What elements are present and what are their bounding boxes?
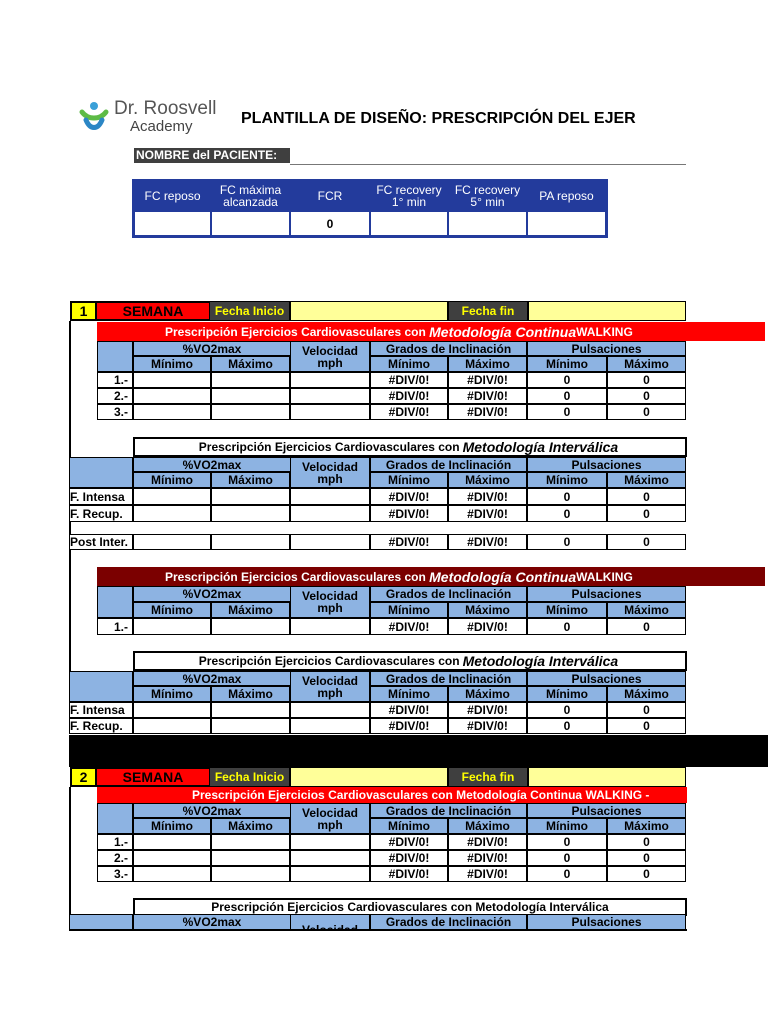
row-label: 1.- xyxy=(97,372,133,388)
pulsaciones-max-header: Máximo xyxy=(607,686,686,702)
vo2-min-input[interactable] xyxy=(133,618,211,635)
week-1-intervalica-banner xyxy=(133,437,687,457)
vo2-min-input[interactable] xyxy=(133,702,211,718)
vo2-min-input[interactable] xyxy=(133,834,211,850)
grados-max-value: #DIV/0! xyxy=(448,834,527,850)
vo2-min-header: Mínimo xyxy=(133,602,211,618)
logo xyxy=(78,98,228,138)
grados-max-header: Máximo xyxy=(448,818,527,834)
vo2-max-header: Máximo xyxy=(211,686,290,702)
pulsaciones-min-value: 0 xyxy=(527,866,607,882)
velocidad-label: Velocidad xyxy=(301,673,359,688)
row-label-header xyxy=(69,671,133,702)
grados-min-value: #DIV/0! xyxy=(370,866,448,882)
grados-header: Grados de Inclinación xyxy=(370,671,527,686)
velocidad-input[interactable] xyxy=(290,488,370,505)
vo2-max-input[interactable] xyxy=(211,534,290,550)
week-2-fecha-inicio-field[interactable] xyxy=(290,767,448,787)
pulsaciones-max-value: 0 xyxy=(607,718,686,734)
row-label: 1.- xyxy=(97,834,133,850)
grados-min-value: #DIV/0! xyxy=(370,534,448,550)
summary-pa-reposo[interactable] xyxy=(527,211,606,236)
grados-min-value: #DIV/0! xyxy=(370,372,448,388)
row-label: F. Recup. xyxy=(69,505,133,522)
vo2-header: %VO2max xyxy=(133,457,291,472)
summary-header-0: FC reposo xyxy=(134,181,211,211)
week-1-fecha-fin-field[interactable] xyxy=(528,301,686,321)
summary-fc-max[interactable] xyxy=(211,211,290,236)
pulsaciones-min-value: 0 xyxy=(527,618,607,635)
velocidad-input[interactable] xyxy=(290,505,370,522)
row-label-header xyxy=(97,586,133,618)
grados-max-value: #DIV/0! xyxy=(448,505,527,522)
grados-header: Grados de Inclinación xyxy=(370,341,527,356)
row-label: 2.- xyxy=(97,388,133,404)
table-bottom-border xyxy=(69,929,687,931)
velocidad-input[interactable] xyxy=(290,618,370,635)
pulsaciones-max-header: Máximo xyxy=(607,818,686,834)
grados-header: Grados de Inclinación xyxy=(370,803,527,818)
vo2-header: %VO2max xyxy=(133,586,291,602)
week-2-intervalica-banner: Prescripción Ejercicios Cardiovasculares con Metodología Interválica xyxy=(133,898,687,916)
page-bottom-blank xyxy=(60,931,768,1024)
grados-min-value: #DIV/0! xyxy=(370,850,448,866)
row-label: 2.- xyxy=(97,850,133,866)
pulsaciones-min-value: 0 xyxy=(527,372,607,388)
grados-max-value: #DIV/0! xyxy=(448,534,527,550)
week-2-fecha-inicio-label: Fecha Inicio xyxy=(209,767,290,787)
banner-prefix: Prescripción Ejercicios Cardiovasculares con xyxy=(198,440,460,454)
pulsaciones-min-header: Mínimo xyxy=(527,686,607,702)
row-label: 3.- xyxy=(97,404,133,420)
logo-text-line1: Dr. Roosvell xyxy=(114,98,217,119)
banner-method: Metodología Continua xyxy=(429,568,577,585)
pulsaciones-min-value: 0 xyxy=(527,702,607,718)
grados-max-value: #DIV/0! xyxy=(448,618,527,635)
mph-label: mph xyxy=(317,355,343,370)
grados-min-value: #DIV/0! xyxy=(370,702,448,718)
summary-fc-reposo[interactable] xyxy=(134,211,211,236)
pulsaciones-max-value: 0 xyxy=(607,505,686,522)
week-2-fecha-fin-label: Fecha fin xyxy=(448,767,528,787)
vo2-min-input[interactable] xyxy=(133,534,211,550)
pulsaciones-max-value: 0 xyxy=(607,534,686,550)
pulsaciones-max-header: Máximo xyxy=(607,472,686,488)
grados-max-header: Máximo xyxy=(448,472,527,488)
grados-max-header: Máximo xyxy=(448,602,527,618)
grados-max-header: Máximo xyxy=(448,356,527,372)
patient-label: NOMBRE del PACIENTE: xyxy=(134,148,290,163)
mph-label: mph xyxy=(317,471,343,486)
row-label: 1.- xyxy=(97,618,133,635)
velocidad-header xyxy=(290,671,370,702)
velocidad-input[interactable] xyxy=(290,702,370,718)
pulsaciones-min-value: 0 xyxy=(527,488,607,505)
pulsaciones-max-header: Máximo xyxy=(607,602,686,618)
vo2-min-input[interactable] xyxy=(133,850,211,866)
week-1-fecha-inicio-field[interactable] xyxy=(290,301,448,321)
grados-min-value: #DIV/0! xyxy=(370,834,448,850)
pulsaciones-min-value: 0 xyxy=(527,388,607,404)
vo2-min-input[interactable] xyxy=(133,505,211,522)
pulsaciones-min-header: Mínimo xyxy=(527,356,607,372)
velocidad-input[interactable] xyxy=(290,850,370,866)
page-title: PLANTILLA DE DISEÑO: PRESCRIPCIÓN DEL EJER xyxy=(241,110,636,127)
vo2-header: %VO2max xyxy=(133,914,291,930)
vo2-max-input[interactable] xyxy=(211,718,290,734)
grados-header: Grados de Inclinación xyxy=(370,586,527,602)
grados-min-header: Mínimo xyxy=(370,472,448,488)
section-divider xyxy=(69,735,768,767)
pulsaciones-max-value: 0 xyxy=(607,388,686,404)
summary-header-2: FCR xyxy=(290,181,370,211)
week-2-fecha-fin-field[interactable] xyxy=(528,767,686,787)
summary-fcr-value: 0 xyxy=(290,211,370,236)
grados-max-value: #DIV/0! xyxy=(448,702,527,718)
velocidad-input[interactable] xyxy=(290,372,370,388)
banner-prefix: Prescripción Ejercicios Cardiovasculares con xyxy=(165,324,426,339)
mph-label: mph xyxy=(317,685,343,700)
row-label: F. Intensa xyxy=(69,702,133,718)
pulsaciones-header: Pulsaciones xyxy=(527,457,686,472)
banner-prefix: Prescripción Ejercicios Cardiovasculares con xyxy=(198,654,460,668)
grados-min-value: #DIV/0! xyxy=(370,618,448,635)
week-1b-intervalica-banner xyxy=(133,651,687,671)
grados-min-value: #DIV/0! xyxy=(370,505,448,522)
pulsaciones-min-value: 0 xyxy=(527,404,607,420)
banner-method: Metodología Interválica xyxy=(462,439,619,455)
grados-max-value: #DIV/0! xyxy=(448,850,527,866)
week-2-label: SEMANA xyxy=(97,767,209,787)
vo2-max-input[interactable] xyxy=(211,702,290,718)
row-label: Post Inter. xyxy=(69,534,133,550)
velocidad-input[interactable] xyxy=(290,834,370,850)
pulsaciones-min-header: Mínimo xyxy=(527,602,607,618)
grados-min-value: #DIV/0! xyxy=(370,388,448,404)
vo2-max-header: Máximo xyxy=(211,818,290,834)
grados-min-header: Mínimo xyxy=(370,602,448,618)
velocidad-input[interactable] xyxy=(290,388,370,404)
mph-label: mph xyxy=(317,601,343,615)
vo2-min-input[interactable] xyxy=(133,718,211,734)
grados-max-value: #DIV/0! xyxy=(448,488,527,505)
vo2-max-input[interactable] xyxy=(211,850,290,866)
vo2-min-header: Mínimo xyxy=(133,356,211,372)
vo2-min-header: Mínimo xyxy=(133,818,211,834)
grados-header: Grados de Inclinación xyxy=(370,457,527,472)
velocidad-label: Velocidad xyxy=(301,589,359,603)
vo2-max-input[interactable] xyxy=(211,404,290,420)
pulsaciones-max-value: 0 xyxy=(607,618,686,635)
vo2-max-input[interactable] xyxy=(211,834,290,850)
pulsaciones-max-value: 0 xyxy=(607,372,686,388)
pulsaciones-header: Pulsaciones xyxy=(527,671,686,686)
vo2-header: %VO2max xyxy=(133,671,291,686)
vo2-min-header: Mínimo xyxy=(133,472,211,488)
grados-min-header: Mínimo xyxy=(370,686,448,702)
vo2-min-input[interactable] xyxy=(133,404,211,420)
vo2-max-input[interactable] xyxy=(211,505,290,522)
vo2-min-input[interactable] xyxy=(133,488,211,505)
pulsaciones-header: Pulsaciones xyxy=(527,586,686,602)
row-label: F. Intensa xyxy=(69,488,133,505)
velocidad-input[interactable] xyxy=(290,718,370,734)
summary-fc-rec5[interactable] xyxy=(448,211,527,236)
vo2-max-input[interactable] xyxy=(211,488,290,505)
vo2-max-header: Máximo xyxy=(211,356,290,372)
velocidad-input[interactable] xyxy=(290,534,370,550)
grados-max-value: #DIV/0! xyxy=(448,404,527,420)
week-1-number: 1 xyxy=(70,301,97,321)
grados-max-value: #DIV/0! xyxy=(448,388,527,404)
row-label-header xyxy=(97,341,133,372)
pulsaciones-header: Pulsaciones xyxy=(527,914,686,930)
row-label-header xyxy=(69,457,133,488)
pulsaciones-max-value: 0 xyxy=(607,488,686,505)
summary-header-1: FC máxima alcanzada xyxy=(211,181,290,211)
pulsaciones-min-value: 0 xyxy=(527,505,607,522)
summary-fc-rec1[interactable] xyxy=(370,211,448,236)
week-1b-continua-banner xyxy=(97,567,765,586)
pulsaciones-min-value: 0 xyxy=(527,834,607,850)
row-label: F. Recup. xyxy=(69,718,133,734)
pulsaciones-max-value: 0 xyxy=(607,834,686,850)
pulsaciones-max-value: 0 xyxy=(607,404,686,420)
vo2-header: %VO2max xyxy=(133,341,291,356)
velocidad-label: Velocidad xyxy=(301,459,359,474)
grados-max-value: #DIV/0! xyxy=(448,866,527,882)
logo-person-icon xyxy=(78,100,110,134)
summary-header-5: PA reposo xyxy=(527,181,606,211)
pulsaciones-min-header: Mínimo xyxy=(527,472,607,488)
week-2-number: 2 xyxy=(70,767,97,787)
banner-method: Metodología Interválica xyxy=(462,653,619,669)
vo2-header: %VO2max xyxy=(133,803,291,818)
vo2-max-header: Máximo xyxy=(211,472,290,488)
week-1-left-border xyxy=(69,321,71,731)
vo2-max-input[interactable] xyxy=(211,372,290,388)
grados-min-value: #DIV/0! xyxy=(370,488,448,505)
banner-prefix: Prescripción Ejercicios Cardiovasculares con xyxy=(165,569,426,584)
vo2-min-input[interactable] xyxy=(133,866,211,882)
vo2-max-header: Máximo xyxy=(211,602,290,618)
week-1-fecha-fin-label: Fecha fin xyxy=(448,301,528,321)
vo2-max-input[interactable] xyxy=(211,866,290,882)
mph-label: mph xyxy=(317,817,343,832)
week-1-continua-banner xyxy=(97,322,765,341)
grados-max-value: #DIV/0! xyxy=(448,718,527,734)
velocidad-header xyxy=(290,803,370,834)
pulsaciones-min-value: 0 xyxy=(527,534,607,550)
pulsaciones-min-value: 0 xyxy=(527,850,607,866)
row-label: 3.- xyxy=(97,866,133,882)
grados-max-header: Máximo xyxy=(448,686,527,702)
velocidad-input[interactable] xyxy=(290,866,370,882)
vo2-min-input[interactable] xyxy=(133,388,211,404)
pulsaciones-min-header: Mínimo xyxy=(527,818,607,834)
row-label-header xyxy=(97,803,133,834)
week-1-fecha-inicio-label: Fecha Inicio xyxy=(209,301,290,321)
banner-method: Metodología Continua xyxy=(429,323,577,340)
velocidad-input[interactable] xyxy=(290,404,370,420)
velocidad-label: Velocidad xyxy=(301,343,359,358)
logo-text-line2: Academy xyxy=(130,118,193,135)
summary-header-3: FC recovery 1° min xyxy=(370,181,448,211)
pulsaciones-header: Pulsaciones xyxy=(527,341,686,356)
grados-min-value: #DIV/0! xyxy=(370,718,448,734)
velocidad-header xyxy=(290,341,370,372)
pulsaciones-max-value: 0 xyxy=(607,866,686,882)
vo2-min-input[interactable] xyxy=(133,372,211,388)
velocidad-label: Velocidad xyxy=(301,805,359,820)
grados-header: Grados de Inclinación xyxy=(370,914,527,930)
pulsaciones-max-value: 0 xyxy=(607,850,686,866)
pulsaciones-min-value: 0 xyxy=(527,718,607,734)
pulsaciones-header: Pulsaciones xyxy=(527,803,686,818)
week-2-continua-banner: Prescripción Ejercicios Cardiovasculares con Metodología Continua WALKING - xyxy=(97,787,687,803)
grados-min-value: #DIV/0! xyxy=(370,404,448,420)
vo2-max-input[interactable] xyxy=(211,618,290,635)
velocidad-header xyxy=(290,457,370,488)
velocidad-header xyxy=(290,586,370,618)
week-2-left-border xyxy=(69,787,71,931)
vo2-min-header: Mínimo xyxy=(133,686,211,702)
banner-suffix: WALKING xyxy=(576,569,633,584)
patient-name-field[interactable] xyxy=(290,164,686,165)
grados-max-value: #DIV/0! xyxy=(448,372,527,388)
pulsaciones-max-value: 0 xyxy=(607,702,686,718)
week-1-label: SEMANA xyxy=(97,301,209,321)
grados-min-header: Mínimo xyxy=(370,818,448,834)
pulsaciones-max-header: Máximo xyxy=(607,356,686,372)
banner-suffix: WALKING xyxy=(576,324,633,339)
summary-header-4: FC recovery 5° min xyxy=(448,181,527,211)
vo2-max-input[interactable] xyxy=(211,388,290,404)
grados-min-header: Mínimo xyxy=(370,356,448,372)
